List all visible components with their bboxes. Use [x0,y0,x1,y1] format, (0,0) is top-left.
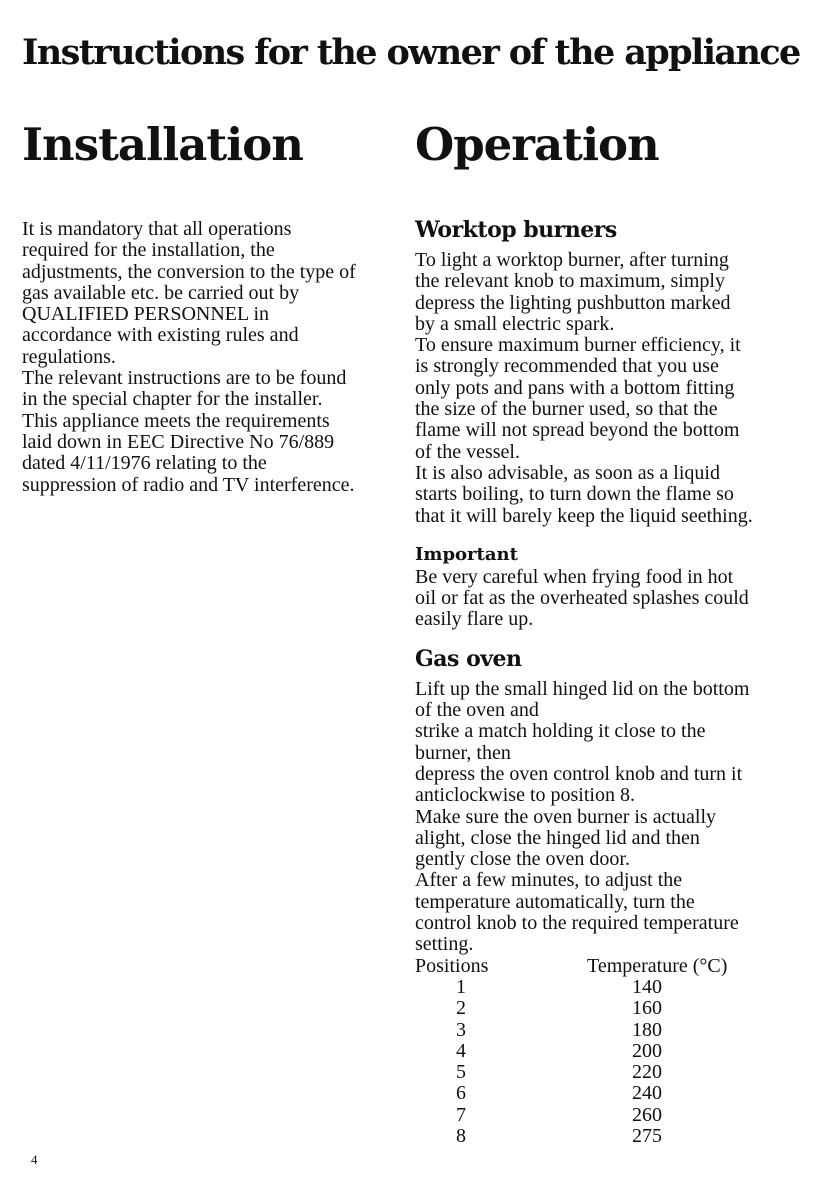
worktop-burners-body: To light a worktop burner, after turning the relevant knob to maximum, simply depress the lighting pushbutton marked by a small electric spark. To ensure maximum burner efficiency, it is strongly recommended that you use only pots and pans with a bottom fitting the size of the burner used, so that the flame will not spread beyond the bottom of the vessel. It is also advisable, as soon as a liquid starts boiling, to turn down the flame so that it will barely keep the liquid seething. [415,249,753,527]
important-heading: Important [415,543,518,565]
temperature-cell: 220 [632,1061,662,1084]
table-header-row [415,956,727,977]
positions-header: Positions [415,954,489,977]
temperature-header: Temperature (°C) [587,954,728,977]
important-body: Be very careful when frying food in hot oil or fat as the overheated splashes could easily flare up. [415,565,749,631]
table-row [415,977,727,998]
temperature-table [415,956,727,1148]
page-number: 4 [31,1152,38,1167]
table-row [415,1126,727,1147]
position-cell: 3 [456,1018,466,1041]
position-cell: 1 [456,975,466,998]
page-title: Instructions for the owner of the appliance [22,32,800,73]
operation-title: Operation [415,118,659,171]
temperature-cell: 275 [632,1124,662,1147]
gas-oven-heading: Gas oven [415,645,522,672]
table-row [415,1020,727,1041]
installation-title: Installation [22,118,304,171]
position-cell: 4 [456,1039,466,1062]
temperature-cell: 140 [632,975,662,998]
temperature-cell: 180 [632,1018,662,1041]
table-row [415,1062,727,1083]
table-row [415,1105,727,1126]
position-cell: 2 [456,997,466,1020]
table-row [415,998,727,1019]
position-cell: 6 [456,1082,466,1105]
position-cell: 7 [456,1103,466,1126]
installation-body: It is mandatory that all operations required for the installation, the adjustments, the conversion to the type of gas available etc. be carried out by QUALIFIED PERSONNEL in accordance with existing rules and regulations. The relevant instructions are to be found in the special chapter for the installer. This appliance meets the requirements laid down in EEC Directive No 76/889 dated 4/11/1976 relating to the suppression of radio and TV interference. [22,218,356,496]
temperature-cell: 200 [632,1039,662,1062]
worktop-burners-heading: Worktop burners [415,217,617,243]
position-cell: 8 [456,1124,466,1147]
gas-oven-body: Lift up the small hinged lid on the bottom of the oven and strike a match holding it close to the burner, then depress the oven control knob and turn it anticlockwise to position 8. Make sure the oven burner is actually alight, close the hinged lid and then gently close the oven door. After a few minutes, to adjust the temperature automatically, turn the control knob to the required temperature setting. [415,677,750,956]
table-row [415,1041,727,1062]
position-cell: 5 [456,1061,466,1084]
operation-column [415,216,825,1147]
temperature-cell: 240 [632,1082,662,1105]
temperature-cell: 260 [632,1103,662,1126]
table-row [415,1083,727,1104]
temperature-cell: 160 [632,997,662,1020]
